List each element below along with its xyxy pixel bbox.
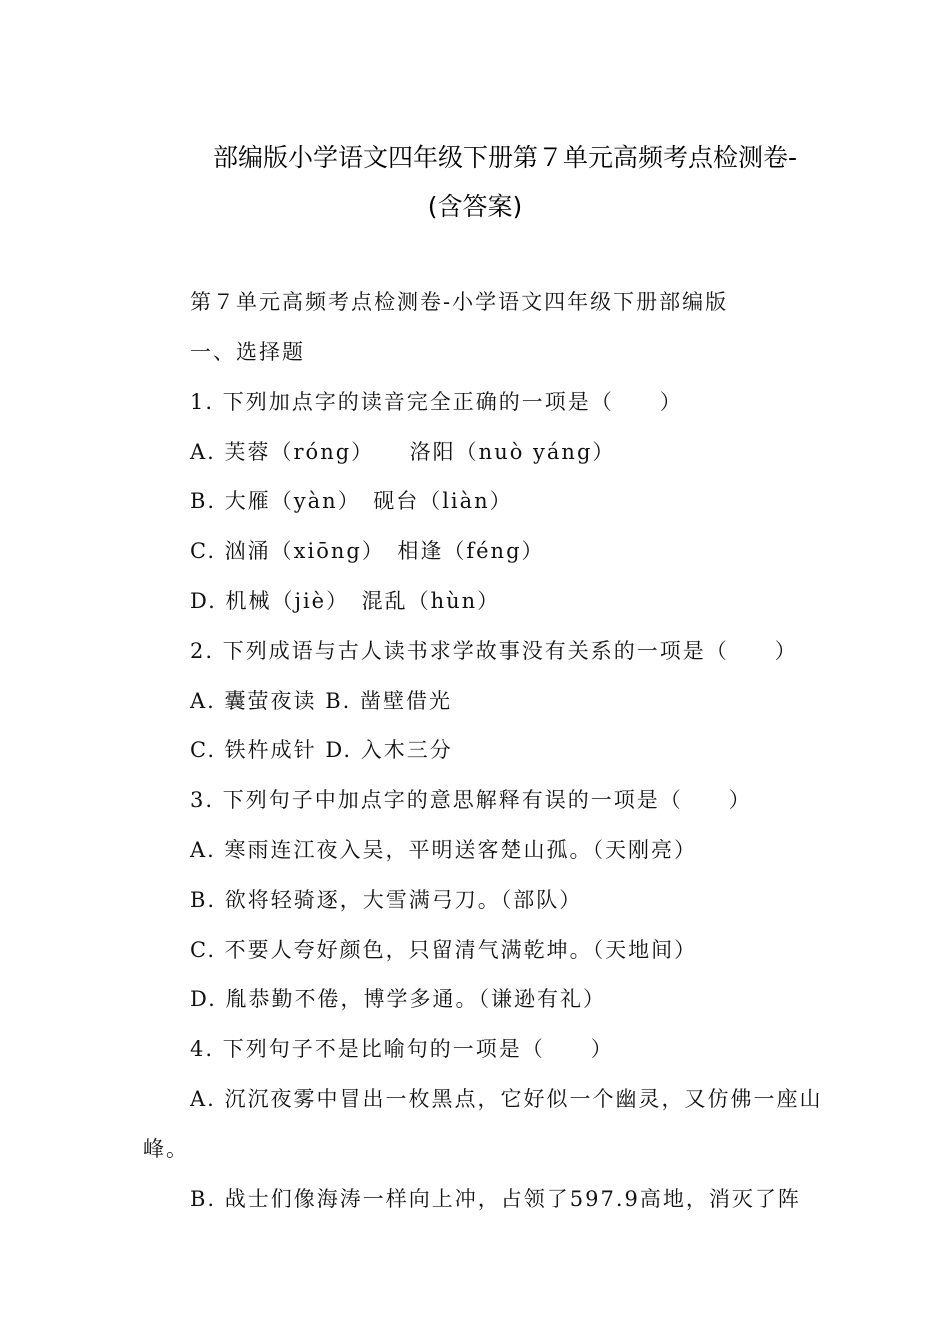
- q3-option-d: D. 胤恭勤不倦，博学多通。（谦逊有礼）: [190, 987, 606, 1011]
- question-1: 1. 下列加点字的读音完全正确的一项是（ ）: [190, 390, 683, 414]
- document-title-line-2: (含答案): [427, 192, 523, 221]
- question-2: 2. 下列成语与古人读书求学故事没有关系的一项是（ ）: [190, 639, 798, 663]
- subtitle-line: 第７单元高频考点检测卷-小学语文四年级下册部编版: [190, 290, 729, 314]
- q3-option-a: A. 寒雨连江夜入吴，平明送客楚山孤。（天刚亮）: [190, 838, 698, 862]
- document-title-line-1: 部编版小学语文四年级下册第７单元高频考点检测卷-: [212, 143, 798, 172]
- q3-option-c: C. 不要人夸好颜色，只留清气满乾坤。（天地间）: [190, 938, 698, 962]
- section-heading: 一、选择题: [190, 340, 305, 364]
- q1-option-c: C. 汹涌（xiōng） 相逢（féng）: [190, 539, 545, 563]
- q1-option-b: B. 大雁（yàn） 砚台（liàn）: [190, 489, 513, 513]
- q2-options-cd: C. 铁杵成针 D. 入木三分: [190, 738, 453, 762]
- q4-option-a: A. 沉沉夜雾中冒出一枚黑点，它好似一个幽灵，又仿佛一座山: [190, 1087, 823, 1111]
- q4-option-a-continued: 峰。: [143, 1137, 189, 1161]
- q4-option-b: B. 战士们像海涛一样向上冲，占领了597.9高地，消灭了阵: [190, 1187, 801, 1211]
- q1-option-a: A. 芙蓉（róng） 洛阳（nuò yáng）: [190, 440, 616, 464]
- question-4: 4. 下列句子不是比喻句的一项是（ ）: [190, 1037, 614, 1061]
- q1-option-d: D. 机械（jiè） 混乱（hùn）: [190, 589, 501, 613]
- q3-option-b: B. 欲将轻骑逐，大雪满弓刀。（部队）: [190, 888, 583, 912]
- question-3: 3. 下列句子中加点字的意思解释有误的一项是（ ）: [190, 788, 752, 812]
- q2-options-ab: A. 囊萤夜读 B. 凿壁借光: [190, 689, 452, 713]
